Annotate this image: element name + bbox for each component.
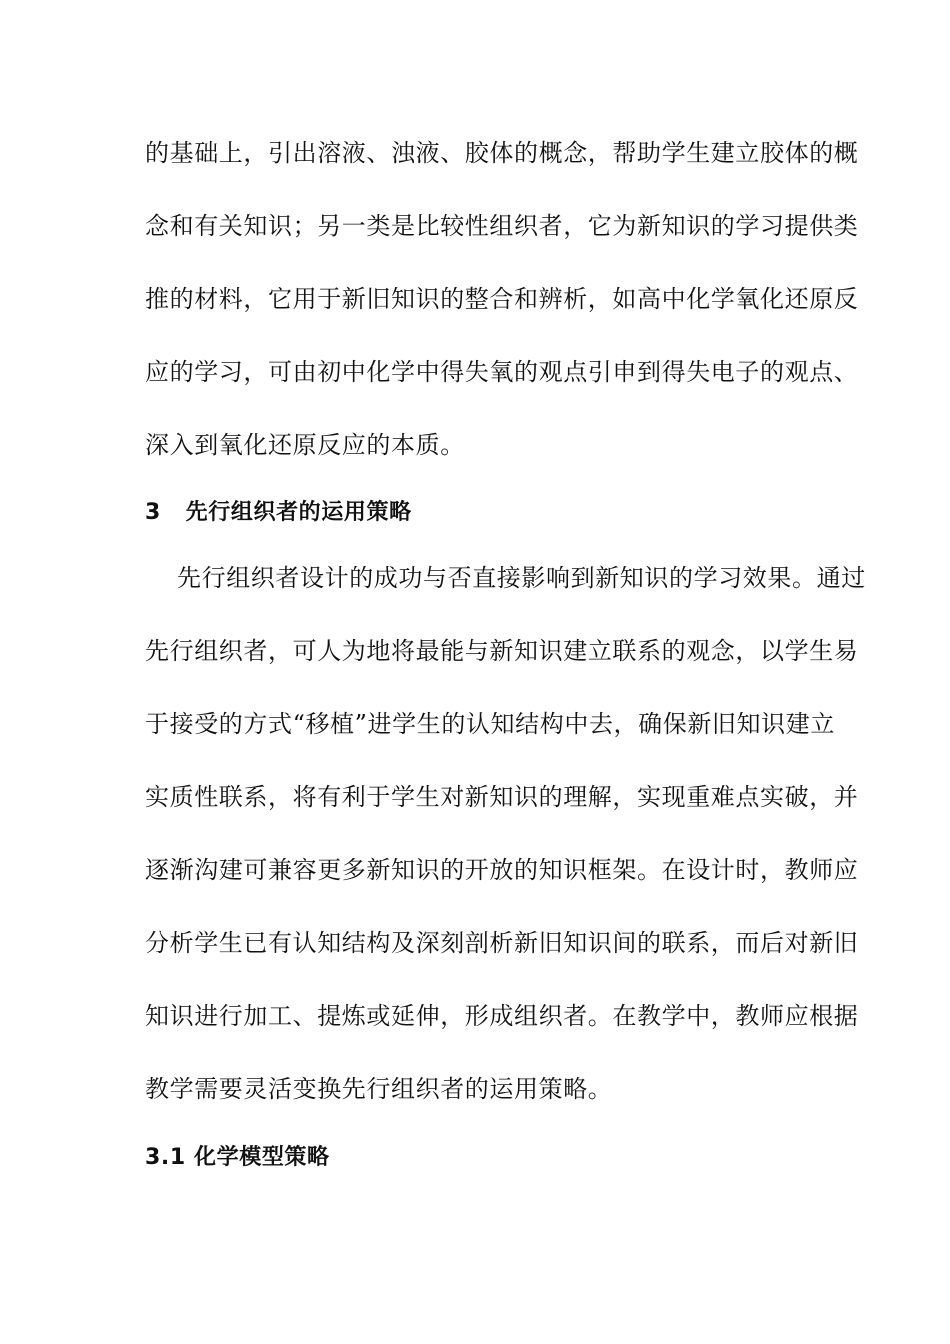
paragraph-line: 先行组织者，可人为地将最能与新知识建立联系的观念，以学生易 bbox=[145, 637, 859, 665]
section-heading-3-1: 3.1 化学模型策略 bbox=[145, 1145, 330, 1170]
paragraph-line: 先行组织者设计的成功与否直接影响到新知识的学习效果。通过 bbox=[177, 564, 866, 592]
paragraph-line: 推的材料，它用于新旧知识的整合和辨析，如高中化学氧化还原反 bbox=[145, 285, 859, 313]
paragraph-line: 应的学习，可由初中化学中得失氧的观点引申到得失电子的观点、 bbox=[145, 358, 859, 386]
paragraph-line: 念和有关知识；另一类是比较性组织者，它为新知识的学习提供类 bbox=[145, 212, 859, 240]
paragraph-line: 教学需要灵活变换先行组织者的运用策略。 bbox=[145, 1075, 613, 1103]
paragraph-line: 分析学生已有认知结构及深刻剖析新旧知识间的联系，而后对新旧 bbox=[145, 929, 859, 957]
paragraph-line: 于接受的方式“移植”进学生的认知结构中去，确保新旧知识建立 bbox=[145, 710, 835, 738]
paragraph-line: 深入到氧化还原反应的本质。 bbox=[145, 431, 465, 459]
paragraph-line: 的基础上，引出溶液、浊液、胶体的概念，帮助学生建立胶体的概 bbox=[145, 139, 859, 167]
paragraph-line: 逐渐沟建可兼容更多新知识的开放的知识框架。在设计时，教师应 bbox=[145, 856, 859, 884]
paragraph-line: 知识进行加工、提炼或延伸，形成组织者。在教学中，教师应根据 bbox=[145, 1002, 859, 1030]
paragraph-line: 实质性联系，将有利于学生对新知识的理解，实现重难点实破，并 bbox=[145, 783, 859, 811]
section-heading-3: 3 先行组织者的运用策略 bbox=[145, 500, 412, 525]
